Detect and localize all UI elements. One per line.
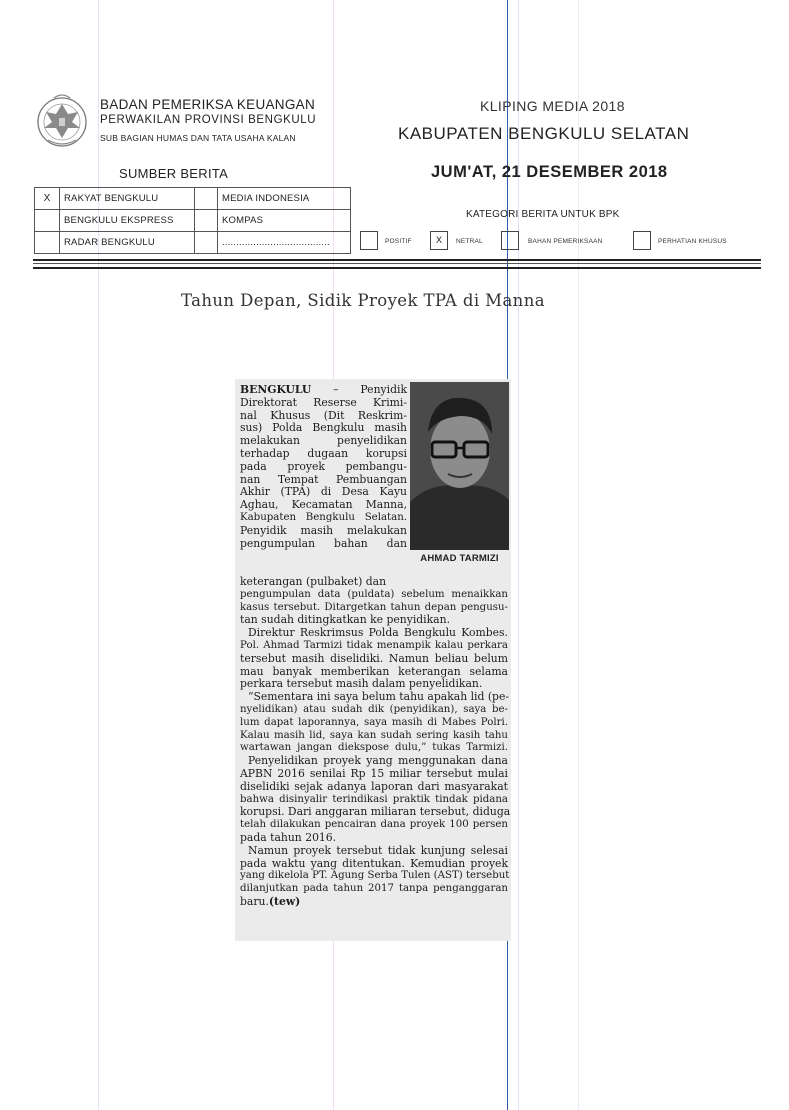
article-line-text: baru. [240, 894, 269, 908]
source-checkbox [195, 210, 218, 232]
source-name-blank: ...................................... [218, 232, 351, 254]
kategori-label-positif: POSITIF [385, 238, 412, 245]
source-name: MEDIA INDONESIA [218, 188, 351, 210]
article-line: nyelidikan) atau sudah dik (penyidikan), saya be- [240, 703, 508, 715]
bpk-emblem-logo [34, 90, 90, 150]
article-line: nan Tempat Pembuangan [240, 472, 407, 486]
region-title: KABUPATEN BENGKULU SELATAN [398, 124, 690, 143]
article-line: pada tahun 2016. [240, 830, 337, 844]
article-line: yang dikelola PT. Agung Serba Tulen (AST) tersebut [240, 870, 510, 882]
source-checkbox [35, 210, 60, 232]
article-line: nal Khusus (Dit Reskrim- [240, 408, 407, 422]
source-checkbox: X [35, 188, 60, 210]
source-name: RADAR BENGKULU [60, 232, 195, 254]
kategori-title: KATEGORI BERITA UNTUK BPK [466, 209, 620, 220]
table-row [35, 188, 351, 210]
article-line: “Sementara ini saya belum tahu apakah lid (pe- [248, 690, 509, 704]
article-line: pengumpulan data (puldata) sebelum menaikkan [240, 588, 508, 600]
article-line: pada proyek pembangu- [240, 459, 407, 473]
sumber-berita-title: SUMBER BERITA [119, 166, 229, 181]
source-checkbox [195, 232, 218, 254]
article-line: telah dilakukan pencairan dana proyek 100 persen [240, 819, 508, 831]
article-line: wartawan jangan diekspose dulu,” tukas Tarmizi. [240, 742, 508, 754]
kliping-title: KLIPING MEDIA 2018 [480, 98, 625, 114]
article-line: Kalau masih lid, saya kan sudah sering kasih tahu [240, 729, 508, 741]
scan-line [98, 0, 99, 1110]
article-line [240, 896, 508, 909]
kategori-checkbox-perhatian-khusus [633, 231, 651, 250]
kategori-checkbox-positif [360, 231, 378, 250]
kategori-checkbox-bahan-pemeriksaan [501, 231, 519, 250]
article-line: tersebut masih diselidiki. Namun beliau belum [240, 651, 508, 665]
divider [33, 259, 761, 261]
article-line: kasus tersebut. Ditargetkan tahun depan pengusu- [240, 601, 508, 613]
article-line: pada waktu yang ditentukan. Kemudian proyek [240, 856, 508, 870]
article-line: korupsi. Dari anggaran miliaran tersebut, diduga [240, 805, 511, 819]
article-line: keterangan (pulbaket) dan [240, 575, 387, 588]
article-line: lum dapat laporannya, saya masih di Mabes Polri. [240, 716, 508, 728]
article-line: diselidiki sejak adanya laporan dari masyarakat [240, 779, 508, 793]
article-line [240, 384, 407, 397]
article-line: APBN 2016 senilai Rp 15 miliar tersebut mulai [240, 766, 508, 780]
kategori-label-netral: NETRAL [456, 238, 483, 245]
article-line: melakukan penyelidikan [240, 434, 407, 448]
org-name: BADAN PEMERIKSA KEUANGAN [100, 97, 316, 112]
org-subdivision: SUB BAGIAN HUMAS DAN TATA USAHA KALAN [100, 133, 296, 143]
article-line: Pol. Ahmad Tarmizi tidak menampik kalau perkara [240, 639, 508, 651]
article-line: tan sudah ditingkatkan ke penyidikan. [240, 613, 450, 627]
article-line: perkara tersebut masih dalam penyelidikan. [240, 677, 483, 691]
table-row [35, 210, 351, 232]
clipping-date: JUM'AT, 21 DESEMBER 2018 [431, 163, 668, 181]
kategori-label-perhatian-khusus: PERHATIAN KHUSUS [658, 238, 727, 245]
article-line: bahwa disinyalir terindikasi praktik tindak pidana [240, 793, 508, 805]
photo-caption: AHMAD TARMIZI [420, 553, 499, 564]
article-line: Namun proyek tersebut tidak kunjung selesai [248, 843, 508, 857]
source-name: KOMPAS [218, 210, 351, 232]
article-text-narrow [240, 384, 407, 550]
article-line-text: – Penyidik [311, 383, 407, 396]
article-line: Direktorat Reserse Krimi- [240, 395, 407, 409]
article-line: Aghau, Kecamatan Manna, [240, 498, 407, 512]
article-line: sus) Polda Bengkulu masih [240, 421, 407, 435]
article-text-full [240, 575, 511, 909]
divider [33, 263, 761, 264]
article-line: Penyelidikan proyek yang menggunakan dana [248, 754, 508, 768]
source-checkbox [195, 188, 218, 210]
source-checkbox [35, 232, 60, 254]
article-line: dilanjutkan pada tahun 2017 tanpa penganggaran [240, 883, 508, 895]
kategori-checkbox-netral: X [430, 231, 448, 250]
article-headline: Tahun Depan, Sidik Proyek TPA di Manna [181, 291, 545, 310]
table-row [35, 232, 351, 254]
article-line: terhadap dugaan korupsi [240, 446, 407, 460]
source-name: RAKYAT BENGKULU [60, 188, 195, 210]
kategori-label-bahan-pemeriksaan: BAHAN PEMERIKSAAN [528, 238, 603, 245]
source-name: BENGKULU EKSPRESS [60, 210, 195, 232]
portrait-photo [410, 382, 509, 550]
divider [33, 267, 761, 269]
sumber-berita-table [34, 187, 351, 254]
portrait-illustration [410, 382, 509, 550]
dateline: BENGKULU [240, 383, 312, 396]
article-line: Kabupaten Bengkulu Selatan. [240, 511, 407, 523]
article-signoff: (tew) [268, 894, 301, 908]
article-line: mau banyak memberikan keterangan selama [240, 664, 508, 678]
article-line: pengumpulan bahan dan [240, 536, 407, 550]
article-line: Direktur Reskrimsus Polda Bengkulu Kombes. [248, 626, 508, 640]
org-branch: PERWAKILAN PROVINSI BENGKULU [100, 114, 317, 126]
article-line: Akhir (TPA) di Desa Kayu [240, 485, 407, 499]
article-line: Penyidik masih melakukan [240, 523, 407, 537]
